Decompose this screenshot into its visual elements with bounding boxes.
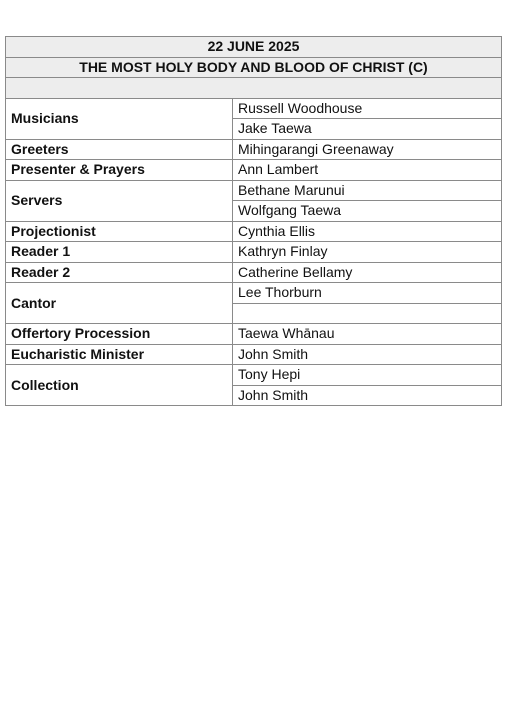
date-row [6, 37, 502, 58]
roster-row [6, 160, 502, 181]
person-name: Wolfgang Taewa [233, 201, 502, 222]
person-name: Mihingarangi Greenaway [233, 139, 502, 160]
roster-row [6, 98, 502, 119]
person-name: Taewa Whānau [233, 324, 502, 345]
role-label: Servers [6, 180, 233, 221]
feast-title: THE MOST HOLY BODY AND BLOOD OF CHRIST (C) [6, 57, 502, 78]
roster-table [5, 36, 502, 406]
roster-row [6, 221, 502, 242]
person-name: John Smith [233, 344, 502, 365]
roster-row [6, 180, 502, 201]
role-label: Collection [6, 365, 233, 406]
person-name: John Smith [233, 385, 502, 406]
spacer-row [6, 78, 502, 99]
roster-row [6, 242, 502, 263]
person-name: Jake Taewa [233, 119, 502, 140]
role-label: Reader 1 [6, 242, 233, 263]
role-label: Offertory Procession [6, 324, 233, 345]
person-name: Ann Lambert [233, 160, 502, 181]
roster-row [6, 365, 502, 386]
person-name: Kathryn Finlay [233, 242, 502, 263]
person-name: Bethane Marunui [233, 180, 502, 201]
role-label: Musicians [6, 98, 233, 139]
person-name: Cynthia Ellis [233, 221, 502, 242]
person-name: Lee Thorburn [233, 283, 502, 304]
role-label: Greeters [6, 139, 233, 160]
roster-row [6, 283, 502, 304]
roster-row [6, 344, 502, 365]
role-label: Reader 2 [6, 262, 233, 283]
roster-body [6, 37, 502, 406]
role-label: Cantor [6, 283, 233, 324]
role-label: Projectionist [6, 221, 233, 242]
roster-row [6, 262, 502, 283]
service-date: 22 JUNE 2025 [6, 37, 502, 58]
person-name [233, 303, 502, 324]
person-name: Catherine Bellamy [233, 262, 502, 283]
spacer-cell [6, 78, 502, 99]
person-name: Russell Woodhouse [233, 98, 502, 119]
role-label: Presenter & Prayers [6, 160, 233, 181]
role-label: Eucharistic Minister [6, 344, 233, 365]
feast-row [6, 57, 502, 78]
person-name: Tony Hepi [233, 365, 502, 386]
roster-row [6, 139, 502, 160]
roster-row [6, 324, 502, 345]
